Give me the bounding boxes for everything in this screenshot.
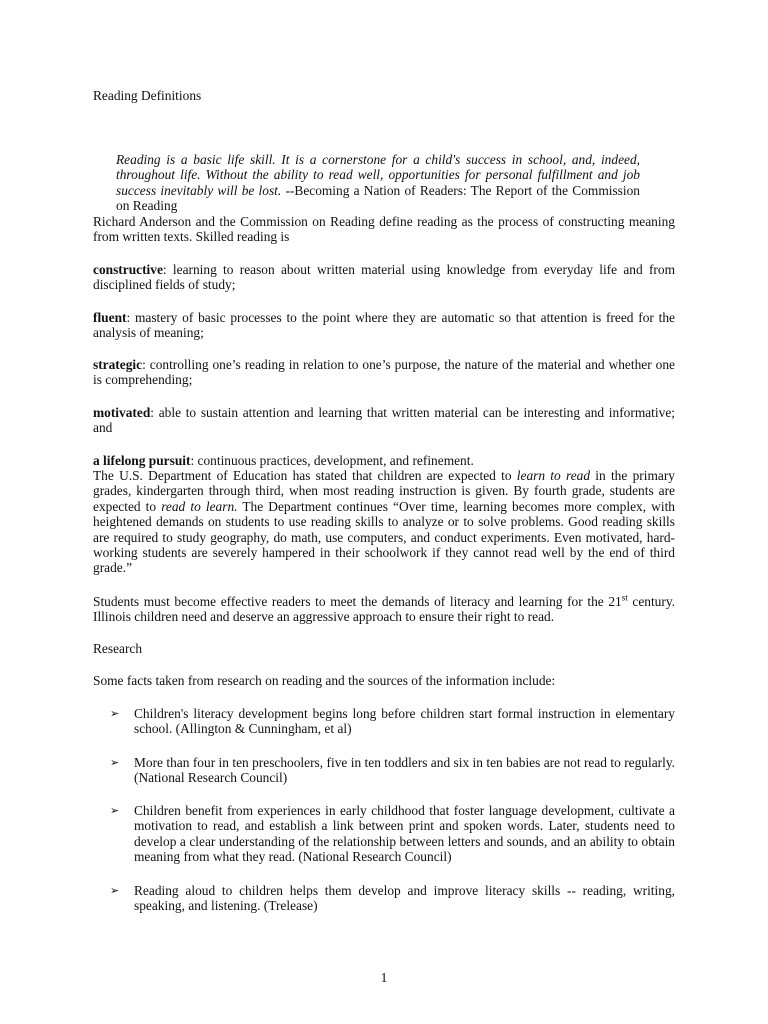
list-item-text: Reading aloud to children helps them develop and improve literacy skills -- reading, writing, speaking, and listening. (Trelease): [134, 883, 675, 914]
opening-quote: [116, 152, 640, 214]
definition-text: : continuous practices, development, and refinement.: [190, 453, 474, 468]
definition-text: : learning to reason about written material using knowledge from everyday life and from disciplined fields of study;: [93, 262, 675, 293]
research-heading: Research: [93, 641, 143, 656]
arrow-bullet-icon: ➢: [110, 756, 120, 769]
definition-motivated: [93, 405, 675, 436]
definition-lifelong: [93, 453, 675, 468]
definition-term: a lifelong pursuit: [93, 453, 191, 468]
definition-text: : able to sustain attention and learning that written material can be interesting and informative; and: [93, 405, 675, 436]
definition-text: : mastery of basic processes to the point where they are automatic so that attention is freed for the analysis of meaning;: [93, 310, 675, 341]
students-superscript: st: [621, 592, 628, 603]
definition-text: : controlling one’s reading in relation to one’s purpose, the nature of the material and whether one is comprehending;: [93, 357, 675, 388]
arrow-bullet-icon: ➢: [110, 707, 120, 720]
doe-emphasis-2: read to learn.: [161, 498, 238, 514]
doe-paragraph: [93, 468, 675, 576]
students-text-2: century. Illinois children need and deserve an aggressive approach to ensure their right to read.: [93, 594, 676, 625]
quote-text: Reading is a basic life skill. It is a cornerstone for a child's success in school, and, indeed, throughout life. Without the ability to read well, opportunities for personal fulfillment and job success inevitably will be lost.: [116, 152, 640, 198]
definition-term: strategic: [93, 357, 143, 372]
definition-term: fluent: [93, 310, 127, 325]
definition-strategic: [93, 357, 675, 388]
definition-fluent: [93, 310, 675, 341]
students-paragraph: [93, 594, 675, 625]
list-item-text: Children's literacy development begins long before children start formal instruction in elementary school. (Allington & Cunningham, et al): [134, 706, 675, 737]
page-title: Reading Definitions: [93, 88, 202, 103]
research-intro: Some facts taken from research on reading and the sources of the information include:: [93, 673, 556, 688]
page-number: 1: [380, 970, 388, 985]
arrow-bullet-icon: ➢: [110, 884, 120, 897]
list-item-text: Children benefit from experiences in early childhood that foster language development, cultivate a motivation to read, and establish a link between print and spoken words. Later, students need to develop a clear understanding of the relationship between letters and sounds, and an ability to obtain meaning from what they read. (National Research Council): [134, 803, 675, 865]
definition-term: motivated: [93, 405, 151, 420]
doe-text-3: The Department continues “Over time, learning becomes more complex, with heightened demands on students to use reading skills to analyze or to solve problems. Good reading skills are required to study geography, do math, use computers, and conduct experiments. Even motivated, hard-working students are severely hampered in their schoolwork if they cannot read well by the end of third grade.”: [93, 498, 675, 576]
doe-text-2: in the primary grades, kindergarten through third, when most reading instruction is given. By fourth grade, students are expected to: [93, 468, 675, 514]
doe-text-1: The U.S. Department of Education has stated that children are expected to: [93, 468, 517, 483]
intro-paragraph: Richard Anderson and the Commission on Reading define reading as the process of constructing meaning from written texts. Skilled reading is: [93, 214, 675, 245]
quote-source: --Becoming a Nation of Readers: The Report of the Commission on Reading: [116, 182, 640, 214]
definition-constructive: [93, 262, 675, 293]
list-item-text: More than four in ten preschoolers, five in ten toddlers and six in ten babies are not read to regularly. (National Research Council): [134, 755, 675, 786]
students-text-1: Students must become effective readers to meet the demands of literacy and learning for the 21: [93, 594, 622, 609]
definition-term: constructive: [93, 262, 163, 277]
arrow-bullet-icon: ➢: [110, 804, 120, 817]
doe-emphasis-1: learn to read: [516, 468, 591, 483]
